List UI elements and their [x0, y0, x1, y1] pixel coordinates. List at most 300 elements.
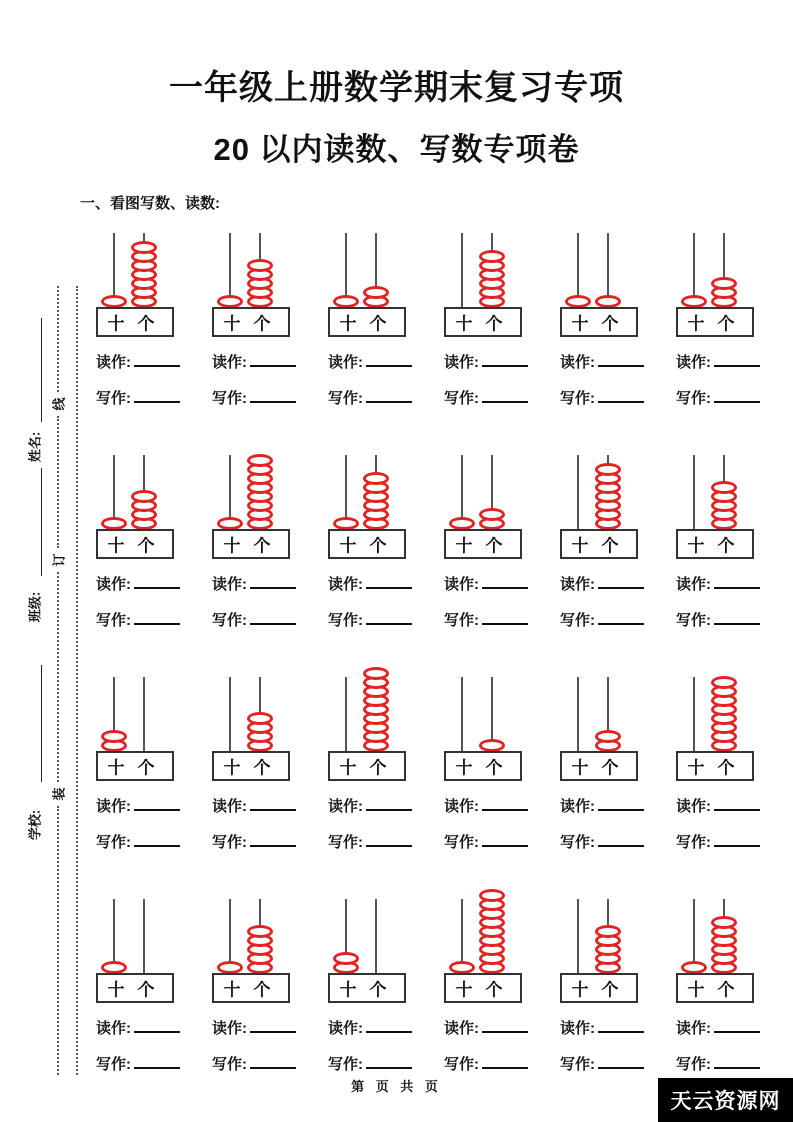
binding-dotted-segment [57, 286, 59, 392]
abacus-figure [328, 455, 406, 559]
tens-place-label: 十 [455, 758, 473, 778]
name-blank-line [41, 318, 42, 422]
read-answer-label: 读作: [676, 354, 711, 371]
write-answer-line [96, 389, 204, 409]
ones-place-label: 个 [485, 536, 503, 556]
abacus-rods [212, 455, 290, 529]
abacus-rods [560, 455, 638, 529]
read-answer-line [212, 797, 320, 817]
read-answer-line [96, 797, 204, 817]
ones-place-label: 个 [717, 314, 735, 334]
ones-place-label: 个 [137, 536, 155, 556]
abacus-base [328, 973, 406, 1003]
write-answer-line [676, 389, 784, 409]
write-answer-line [444, 1055, 552, 1075]
tens-place-label: 十 [223, 314, 241, 334]
write-answer-line [328, 611, 436, 631]
read-answer-blank [250, 797, 296, 811]
tens-place-label: 十 [571, 980, 589, 1000]
read-answer-blank [134, 1019, 180, 1033]
write-answer-line [328, 833, 436, 853]
write-answer-blank [250, 389, 296, 403]
abacus-figure [212, 677, 290, 781]
ones-place-label: 个 [601, 536, 619, 556]
write-answer-label: 写作: [676, 1056, 711, 1073]
write-answer-line [560, 833, 668, 853]
abacus-base [676, 751, 754, 781]
abacus-problem [204, 455, 320, 677]
read-answer-blank [714, 797, 760, 811]
abacus-base [560, 307, 638, 337]
abacus-base [96, 307, 174, 337]
write-answer-blank [714, 1055, 760, 1069]
read-answer-blank [714, 353, 760, 367]
read-answer-blank [366, 353, 412, 367]
tens-place-label: 十 [687, 536, 705, 556]
write-answer-label: 写作: [212, 1056, 247, 1073]
abacus-rods [676, 677, 754, 751]
write-answer-blank [134, 611, 180, 625]
tens-place-label: 十 [107, 536, 125, 556]
abacus-figure [676, 233, 754, 337]
ones-place-label: 个 [485, 314, 503, 334]
tens-place-label: 十 [571, 536, 589, 556]
read-answer-blank [366, 797, 412, 811]
ones-place-label: 个 [253, 758, 271, 778]
tens-rod [693, 677, 695, 751]
write-answer-line [444, 389, 552, 409]
ones-place-label: 个 [369, 980, 387, 1000]
read-answer-blank [598, 353, 644, 367]
write-answer-label: 写作: [560, 1056, 595, 1073]
abacus-base [444, 529, 522, 559]
ones-bead [479, 508, 505, 521]
ones-place-label: 个 [137, 314, 155, 334]
binding-char-staple: 订 [51, 553, 67, 567]
abacus-rods [444, 677, 522, 751]
abacus-problem [88, 677, 204, 899]
write-answer-label: 写作: [96, 834, 131, 851]
write-answer-blank [482, 1055, 528, 1069]
read-answer-label: 读作: [676, 798, 711, 815]
read-answer-line [96, 353, 204, 373]
abacus-rods [676, 233, 754, 307]
abacus-rods [676, 455, 754, 529]
read-answer-label: 读作: [328, 354, 363, 371]
read-answer-blank [250, 353, 296, 367]
write-answer-label: 写作: [328, 1056, 363, 1073]
ones-bead [363, 286, 389, 299]
tens-rod [577, 455, 579, 529]
read-answer-label: 读作: [212, 576, 247, 593]
ones-bead [363, 472, 389, 485]
read-answer-label: 读作: [444, 354, 479, 371]
read-answer-blank [134, 575, 180, 589]
read-answer-label: 读作: [328, 798, 363, 815]
write-answer-line [676, 833, 784, 853]
read-answer-line [444, 575, 552, 595]
name-field-label: 姓名: [27, 431, 43, 463]
write-answer-label: 写作: [328, 612, 363, 629]
read-answer-label: 读作: [212, 354, 247, 371]
read-answer-line [212, 1019, 320, 1039]
tens-place-label: 十 [455, 314, 473, 334]
read-answer-blank [482, 1019, 528, 1033]
tens-rod [461, 233, 463, 307]
write-answer-blank [250, 833, 296, 847]
read-answer-label: 读作: [96, 354, 131, 371]
read-answer-label: 读作: [560, 1020, 595, 1037]
read-answer-line [444, 1019, 552, 1039]
read-answer-line [212, 353, 320, 373]
write-answer-blank [482, 833, 528, 847]
abacus-problem [668, 233, 784, 455]
write-answer-line [560, 1055, 668, 1075]
binding-char-bind: 装 [51, 787, 67, 801]
read-answer-label: 读作: [328, 576, 363, 593]
write-answer-label: 写作: [96, 390, 131, 407]
abacus-rods [96, 899, 174, 973]
read-answer-line [328, 575, 436, 595]
binding-char-line: 线 [51, 397, 67, 411]
read-answer-label: 读作: [96, 798, 131, 815]
abacus-figure [560, 233, 638, 337]
abacus-figure [560, 899, 638, 1003]
tens-place-label: 十 [687, 314, 705, 334]
tens-place-label: 十 [339, 980, 357, 1000]
abacus-problem [88, 233, 204, 455]
abacus-base [96, 529, 174, 559]
read-answer-blank [598, 1019, 644, 1033]
abacus-base [328, 529, 406, 559]
write-answer-blank [250, 611, 296, 625]
page-subtitle: 20 以内读数、写数专项卷 [213, 132, 580, 167]
write-answer-line [444, 833, 552, 853]
write-answer-line [328, 1055, 436, 1075]
abacus-problem [436, 455, 552, 677]
abacus-figure [560, 455, 638, 559]
abacus-figure [96, 899, 174, 1003]
class-field-label: 班级: [27, 591, 43, 623]
ones-bead [595, 925, 621, 938]
abacus-figure [212, 455, 290, 559]
ones-bead [131, 490, 157, 503]
abacus-rods [96, 233, 174, 307]
abacus-figure [676, 455, 754, 559]
read-answer-line [560, 797, 668, 817]
read-answer-blank [482, 797, 528, 811]
abacus-base [212, 529, 290, 559]
ones-place-label: 个 [601, 758, 619, 778]
read-answer-line [560, 1019, 668, 1039]
ones-bead [247, 712, 273, 725]
write-answer-line [328, 389, 436, 409]
read-answer-blank [134, 797, 180, 811]
write-answer-blank [366, 389, 412, 403]
read-answer-blank [714, 575, 760, 589]
read-answer-blank [134, 353, 180, 367]
read-answer-label: 读作: [444, 1020, 479, 1037]
read-answer-label: 读作: [96, 1020, 131, 1037]
read-answer-line [96, 1019, 204, 1039]
tens-place-label: 十 [687, 980, 705, 1000]
abacus-figure [444, 677, 522, 781]
tens-rod [461, 677, 463, 751]
ones-bead [479, 889, 505, 902]
abacus-rods [212, 899, 290, 973]
tens-place-label: 十 [455, 536, 473, 556]
write-answer-line [212, 611, 320, 631]
ones-rod [143, 677, 145, 751]
write-answer-blank [366, 611, 412, 625]
tens-place-label: 十 [223, 980, 241, 1000]
write-answer-line [212, 1055, 320, 1075]
abacus-rods [328, 899, 406, 973]
tens-bead [101, 730, 127, 743]
tens-place-label: 十 [223, 758, 241, 778]
abacus-rods [212, 677, 290, 751]
write-answer-blank [714, 611, 760, 625]
page-title: 一年级上册数学期末复习专项 [169, 69, 624, 107]
abacus-rods [560, 677, 638, 751]
abacus-base [444, 973, 522, 1003]
read-answer-label: 读作: [676, 576, 711, 593]
write-answer-label: 写作: [676, 390, 711, 407]
abacus-base [328, 307, 406, 337]
read-answer-line [560, 353, 668, 373]
write-answer-line [96, 1055, 204, 1075]
tens-place-label: 十 [571, 758, 589, 778]
abacus-problem [436, 233, 552, 455]
abacus-figure [212, 233, 290, 337]
write-answer-label: 写作: [96, 1056, 131, 1073]
tens-place-label: 十 [107, 758, 125, 778]
read-answer-line [444, 353, 552, 373]
write-answer-blank [482, 611, 528, 625]
write-answer-label: 写作: [444, 390, 479, 407]
abacus-problem [320, 233, 436, 455]
ones-bead [363, 667, 389, 680]
abacus-base [676, 307, 754, 337]
ones-place-label: 个 [601, 314, 619, 334]
tens-place-label: 十 [223, 536, 241, 556]
school-blank-line [41, 665, 42, 782]
abacus-base [96, 751, 174, 781]
read-answer-line [676, 353, 784, 373]
tens-place-label: 十 [339, 758, 357, 778]
tens-rod [693, 455, 695, 529]
ones-bead [711, 676, 737, 689]
ones-place-label: 个 [601, 980, 619, 1000]
tens-place-label: 十 [455, 980, 473, 1000]
read-answer-blank [366, 575, 412, 589]
tens-place-label: 十 [339, 314, 357, 334]
write-answer-label: 写作: [676, 612, 711, 629]
write-answer-blank [598, 1055, 644, 1069]
ones-bead [595, 463, 621, 476]
write-answer-line [212, 389, 320, 409]
read-answer-blank [482, 353, 528, 367]
binding-dotted-segment [57, 806, 59, 1075]
read-answer-label: 读作: [212, 1020, 247, 1037]
write-answer-label: 写作: [212, 834, 247, 851]
write-answer-label: 写作: [444, 834, 479, 851]
tens-rod [229, 677, 231, 751]
tens-bead [333, 952, 359, 965]
write-answer-blank [598, 389, 644, 403]
write-answer-line [676, 611, 784, 631]
tens-place-label: 十 [339, 536, 357, 556]
read-answer-blank [482, 575, 528, 589]
page-footer: 第 页 共 页 [351, 1079, 442, 1094]
ones-place-label: 个 [369, 536, 387, 556]
abacus-rods [444, 899, 522, 973]
read-answer-label: 读作: [560, 576, 595, 593]
abacus-rods [212, 233, 290, 307]
write-answer-label: 写作: [328, 834, 363, 851]
binding-dotted-segment [57, 416, 59, 548]
abacus-row [88, 233, 784, 455]
binding-dotted-segment [57, 572, 59, 782]
write-answer-label: 写作: [444, 612, 479, 629]
read-answer-line [328, 353, 436, 373]
write-answer-blank [366, 833, 412, 847]
abacus-base [328, 751, 406, 781]
write-answer-blank [134, 833, 180, 847]
watermark-text: 天云资源网 [670, 1090, 781, 1113]
abacus-rods [328, 677, 406, 751]
write-answer-label: 写作: [560, 834, 595, 851]
write-answer-blank [482, 389, 528, 403]
abacus-problem [552, 677, 668, 899]
write-answer-label: 写作: [676, 834, 711, 851]
binding-dotted-line [76, 286, 78, 1075]
abacus-base [560, 973, 638, 1003]
read-answer-label: 读作: [676, 1020, 711, 1037]
class-blank-line [41, 468, 42, 576]
abacus-rods [676, 899, 754, 973]
abacus-problem [668, 677, 784, 899]
ones-place-label: 个 [137, 980, 155, 1000]
read-answer-label: 读作: [96, 576, 131, 593]
ones-bead [711, 277, 737, 290]
abacus-figure [328, 899, 406, 1003]
tens-place-label: 十 [571, 314, 589, 334]
abacus-base [560, 751, 638, 781]
write-answer-blank [714, 389, 760, 403]
ones-place-label: 个 [369, 758, 387, 778]
write-answer-line [96, 833, 204, 853]
read-answer-line [560, 575, 668, 595]
read-answer-blank [366, 1019, 412, 1033]
abacus-figure [212, 899, 290, 1003]
ones-place-label: 个 [369, 314, 387, 334]
abacus-figure [560, 677, 638, 781]
abacus-rods [96, 677, 174, 751]
abacus-problem [88, 455, 204, 677]
read-answer-label: 读作: [560, 798, 595, 815]
write-answer-label: 写作: [444, 1056, 479, 1073]
abacus-row [88, 455, 784, 677]
write-answer-blank [598, 611, 644, 625]
write-answer-blank [250, 1055, 296, 1069]
abacus-figure [444, 455, 522, 559]
tens-place-label: 十 [687, 758, 705, 778]
ones-place-label: 个 [717, 758, 735, 778]
ones-place-label: 个 [253, 314, 271, 334]
abacus-problem [668, 455, 784, 677]
abacus-problem [552, 233, 668, 455]
ones-bead [479, 250, 505, 263]
write-answer-blank [366, 1055, 412, 1069]
ones-place-label: 个 [253, 536, 271, 556]
abacus-base [676, 529, 754, 559]
write-answer-label: 写作: [96, 612, 131, 629]
write-answer-line [96, 611, 204, 631]
abacus-problem [436, 677, 552, 899]
abacus-figure [444, 233, 522, 337]
abacus-rods [328, 233, 406, 307]
abacus-base [212, 751, 290, 781]
tens-rod [577, 899, 579, 973]
abacus-rods [444, 455, 522, 529]
abacus-problem [204, 233, 320, 455]
abacus-figure [96, 677, 174, 781]
abacus-problem [204, 677, 320, 899]
ones-place-label: 个 [485, 980, 503, 1000]
ones-rod [143, 899, 145, 973]
ones-bead [247, 925, 273, 938]
abacus-rods [96, 455, 174, 529]
read-answer-label: 读作: [560, 354, 595, 371]
section-heading: 一、看图写数、读数: [80, 195, 220, 212]
write-answer-label: 写作: [328, 390, 363, 407]
abacus-base [444, 307, 522, 337]
abacus-rods [328, 455, 406, 529]
abacus-base [444, 751, 522, 781]
abacus-figure [676, 899, 754, 1003]
ones-place-label: 个 [137, 758, 155, 778]
read-answer-blank [250, 575, 296, 589]
tens-rod [345, 677, 347, 751]
read-answer-line [676, 575, 784, 595]
write-answer-line [212, 833, 320, 853]
abacus-figure [328, 233, 406, 337]
write-answer-label: 写作: [560, 390, 595, 407]
abacus-base [676, 973, 754, 1003]
write-answer-line [676, 1055, 784, 1075]
read-answer-line [328, 797, 436, 817]
abacus-base [560, 529, 638, 559]
abacus-figure [96, 233, 174, 337]
read-answer-line [676, 797, 784, 817]
read-answer-label: 读作: [328, 1020, 363, 1037]
read-answer-label: 读作: [212, 798, 247, 815]
school-field-label: 学校: [27, 809, 43, 841]
abacus-base [212, 307, 290, 337]
ones-place-label: 个 [253, 980, 271, 1000]
read-answer-blank [250, 1019, 296, 1033]
read-answer-line [444, 797, 552, 817]
read-answer-blank [598, 575, 644, 589]
read-answer-label: 读作: [444, 576, 479, 593]
write-answer-blank [598, 833, 644, 847]
tens-rod [577, 677, 579, 751]
watermark-badge [658, 1078, 793, 1122]
ones-bead [247, 454, 273, 467]
write-answer-line [560, 611, 668, 631]
write-answer-blank [134, 1055, 180, 1069]
